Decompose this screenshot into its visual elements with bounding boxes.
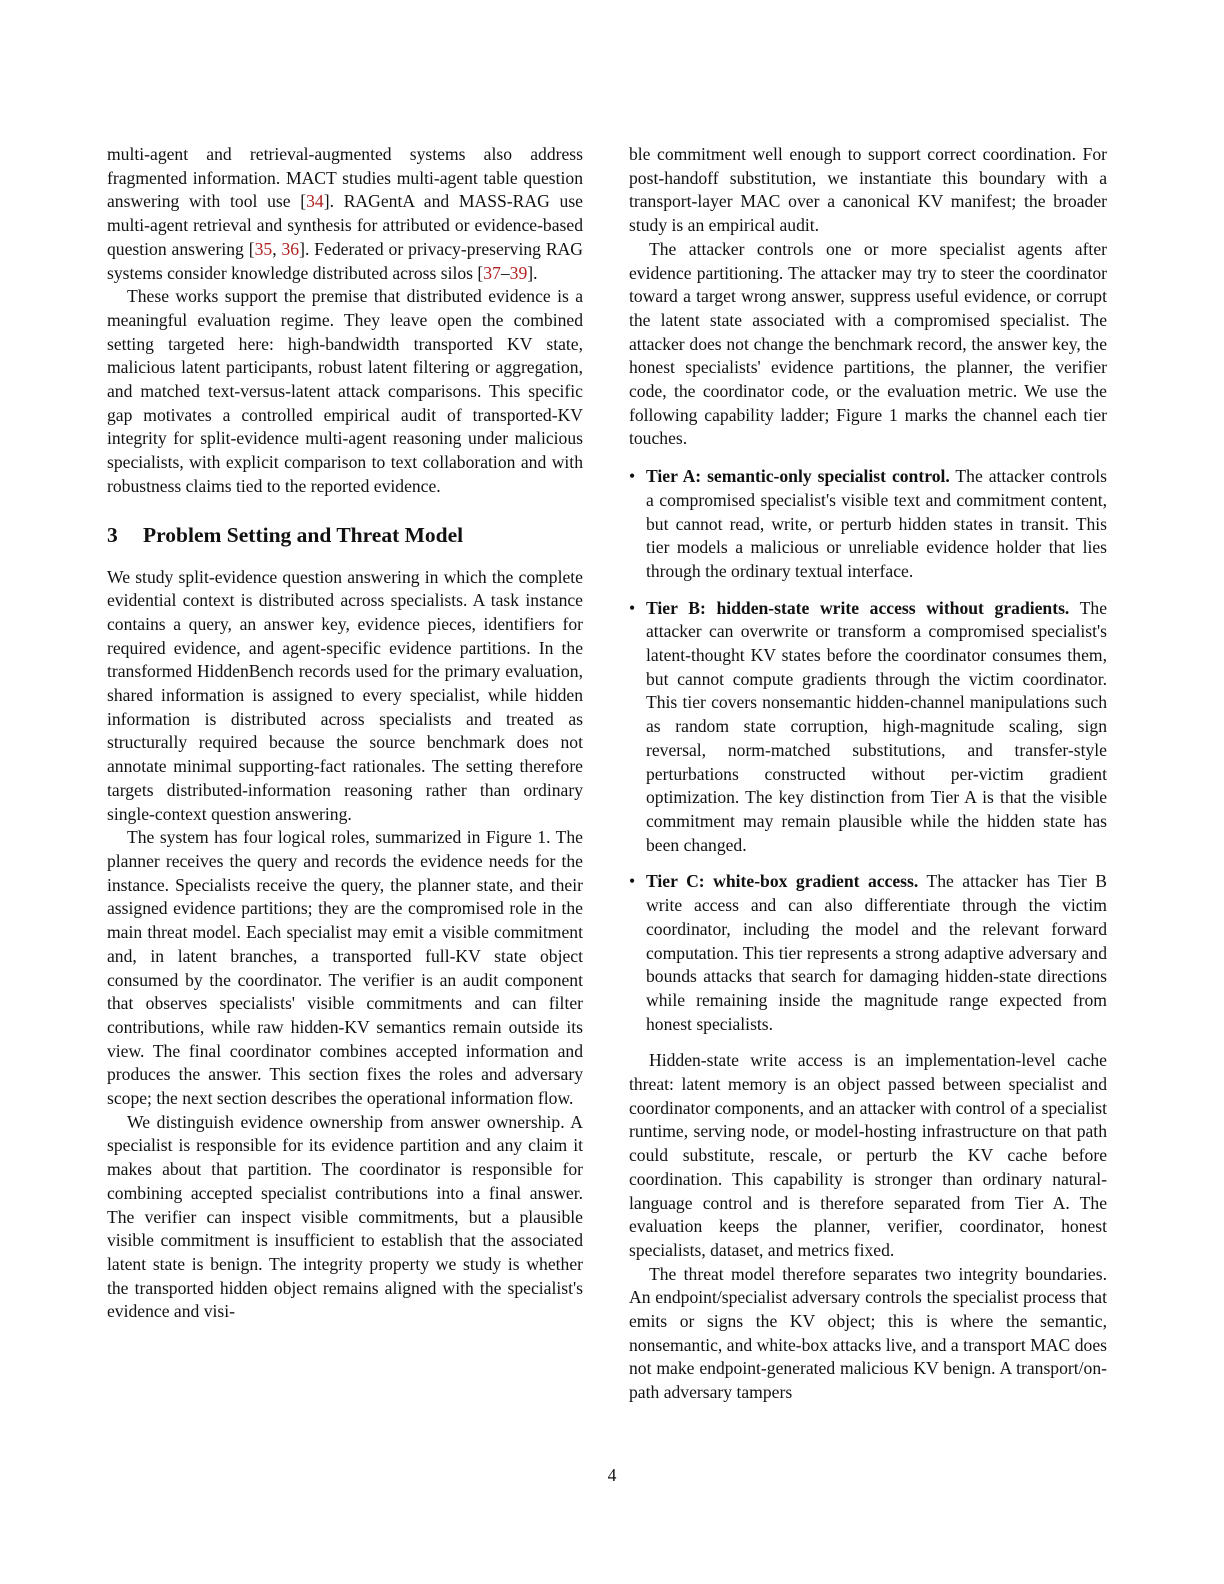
text-run: ]. Federated or privacy-preserving RAG systems consider knowledge distributed across silos [ <box>107 238 583 283</box>
paragraph-system-roles: The system has four logical roles, summarized in Figure 1. The planner receives the query and records the evidence needs for the instance. Specialists receive the query, the planner state, and their assigned evidence partitions; they are the compromised role in the main threat model. Each specialist may emit a visible commitment and, in latent branches, a transported full-KV state object consumed by the coordinator. The verifier is an audit component that observes specialists' visible commitments and can filter contributions, while raw hidden-KV semantics remain outside its view. The final coordinator combines accepted information and produces the answer. This section fixes the roles and adversary scope; the next section describes the operational information flow. <box>107 827 583 1109</box>
paragraph-related-work-tail <box>107 143 583 285</box>
paragraph-commitment-boundary: ble commitment well enough to support correct coordination. For post-handoff substitution, we instantiate this boundary with a transport-layer MAC over a canonical KV manifest; the broader study is an empirical audit. <box>629 144 1107 236</box>
right-column <box>629 143 1107 1405</box>
page-number: 4 <box>607 1465 617 1485</box>
tier-text: The attacker controls a compromised specialist's visible text and commitment content, but cannot read, write, or perturb hidden states in transit. This tier models a malicious or unreliable evidence holder that lies through the ordinary textual interface. <box>646 466 1107 581</box>
paragraph-gap-motivation: These works support the premise that distributed evidence is a meaningful evaluation regime. They leave open the combined setting targeted here: high-bandwidth transported KV state, malicious latent participants, robust latent filtering or aggregation, and matched text-versus-latent attack comparisons. This specific gap motivates a controlled empirical audit of transported-KV integrity for split-evidence multi-agent reasoning under malicious specialists, with explicit comparison to text collaboration and with robustness claims tied to the reported evidence. <box>107 286 583 496</box>
paragraph-attacker-controls: The attacker controls one or more specialist agents after evidence partitioning. The attacker may try to steer the coordinator toward a target wrong answer, suppress useful evidence, or corrupt the latent state associated with a compromised specialist. The attacker does not change the benchmark record, the answer key, the honest specialists' evidence partitions, the planner, the verifier code, the coordinator code, or the evaluation metric. We use the following capability ladder; Figure 1 marks the channel each tier touches. <box>629 238 1107 449</box>
list-item-tier-c <box>629 870 1107 1036</box>
section-heading <box>107 521 583 549</box>
citation-34[interactable]: 34 <box>306 191 324 212</box>
section-title: Problem Setting and Threat Model <box>143 522 464 547</box>
capability-ladder-list <box>629 465 1107 1036</box>
citation-39[interactable]: 39 <box>509 262 528 283</box>
list-item-tier-a <box>629 465 1107 584</box>
list-item-tier-b <box>629 597 1107 858</box>
text-run: ]. <box>527 262 538 283</box>
tier-title: Tier B: hidden-state write access without gradients. <box>646 597 1070 618</box>
paragraph-integrity-boundaries: The threat model therefore separates two integrity boundaries. An endpoint/specialist adversary controls the specialist process that emits or signs the KV object; this is where the semantic, nonsemantic, and white-box attacks live, and a transport MAC does not make endpoint-generated malicious KV benign. A transport/on-path adversary tampers <box>629 1263 1107 1403</box>
citation-37[interactable]: 37 <box>483 262 501 283</box>
text-run: ]. RAGentA and MASS-RAG use multi-agent retrieval and synthesis for attributed or evidence-based question answering [ <box>107 191 583 259</box>
tier-text: The attacker can overwrite or transform a compromised specialist's latent-thought KV states before the coordinator consumes them, but cannot compute gradients through the victim coordinator. This tier covers nonsemantic hidden-channel manipulations such as random state corruption, high-magnitude scaling, sign reversal, norm-matched substitutions, and transfer-style perturbations constructed without per-victim gradient optimization. The key distinction from Tier A is that the visible commitment may remain plausible while the hidden state has been changed. <box>646 597 1107 855</box>
tier-text: The attacker has Tier B write access and can also differentiate through the victim coordinator, including the model and the relevant forward computation. This tier represents a strong adaptive adversary and bounds attacks that search for damaging hidden-state directions while remaining inside the magnitude range expected from honest specialists. <box>646 871 1107 1034</box>
tier-title: Tier A: semantic-only specialist control. <box>646 466 950 487</box>
section-number: 3 <box>107 522 118 547</box>
paragraph-problem-setting: We study split-evidence question answering in which the complete evidential context is distributed across specialists. A task instance contains a query, an answer key, evidence pieces, identifiers for required evidence, and agent-specific evidence partitions. In the transformed HiddenBench records used for the primary evaluation, shared information is assigned to every specialist, while hidden information is distributed across specialists and treated as structurally required because the source benchmark does not annotate minimal supporting-fact rationales. The setting therefore targets distributed-information reasoning rather than ordinary single-context question answering. <box>107 566 583 824</box>
tier-title: Tier C: white-box gradient access. <box>646 871 919 892</box>
text-run: , <box>272 238 282 259</box>
left-column <box>107 143 583 1324</box>
citation-36[interactable]: 36 <box>281 238 300 259</box>
text-run: multi-agent and retrieval-augmented systems also address fragmented information. MACT studies multi-agent table question answering with tool use [ <box>107 144 583 212</box>
bullet-icon: • <box>629 466 636 487</box>
citation-35[interactable]: 35 <box>254 238 273 259</box>
paragraph-evidence-ownership: We distinguish evidence ownership from answer ownership. A specialist is responsible for its evidence partition and any claim it makes about that partition. The coordinator is responsible for combining accepted specialist contributions into a final answer. The verifier can inspect visible commitments, but a plausible visible commitment is insufficient to establish that the associated latent state is benign. The integrity property we study is whether the transported hidden object remains aligned with the specialist's evidence and visi- <box>107 1111 583 1322</box>
paragraph-cache-threat: Hidden-state write access is an implementation-level cache threat: latent memory is an object passed between specialist and coordinator components, and an attacker with control of a specialist runtime, serving node, or model-hosting infrastructure on that path could substitute, rescale, or perturb the KV cache before coordination. This capability is stronger than ordinary natural-language control and is therefore separated from Tier A. The evaluation keeps the planner, verifier, coordinator, honest specialists, dataset, and metrics fixed. <box>629 1050 1107 1260</box>
text-run: – <box>500 262 510 283</box>
bullet-icon: • <box>629 597 636 618</box>
bullet-icon: • <box>629 871 636 892</box>
